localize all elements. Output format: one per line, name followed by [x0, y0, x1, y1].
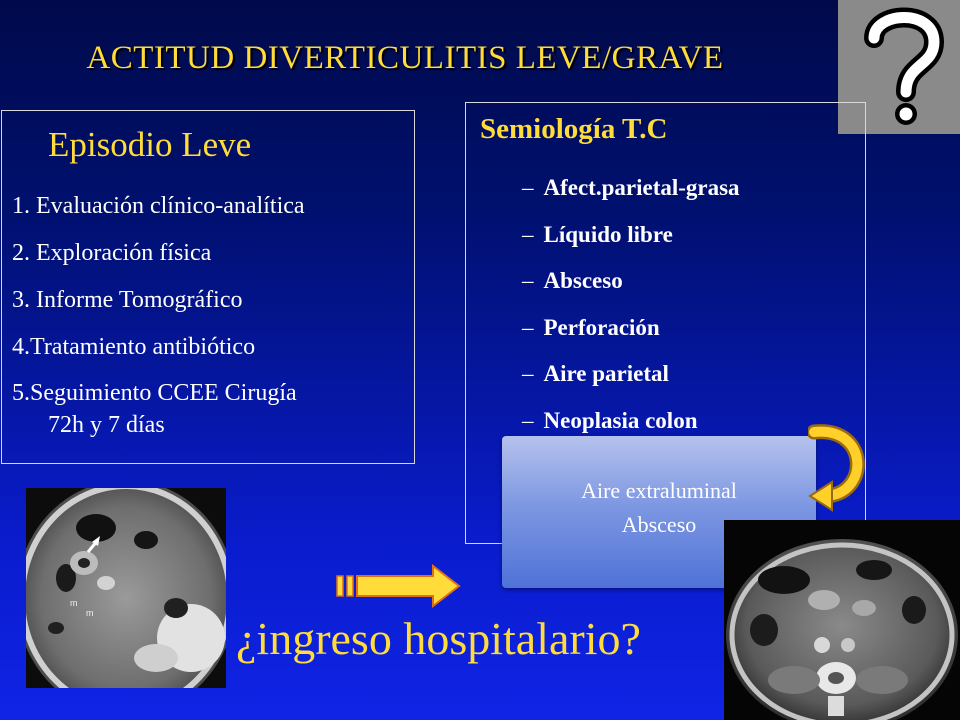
dash: –	[522, 175, 534, 200]
list-item: 2. Exploración física	[12, 240, 212, 266]
list-item	[522, 305, 740, 352]
dash: –	[522, 314, 534, 340]
list-item-label: Aire parietal	[543, 361, 669, 386]
list-item-label: Neoplasia colon	[543, 407, 698, 433]
ct-marker: m	[86, 608, 94, 618]
dash: –	[522, 268, 534, 293]
list-item	[522, 165, 740, 212]
dash: –	[522, 221, 534, 247]
list-item-label: Líquido libre	[543, 221, 673, 247]
list-item-label: Absceso	[543, 268, 623, 293]
list-item	[522, 351, 740, 398]
list-item	[12, 371, 305, 441]
list-item: 1. Evaluación clínico-analítica	[12, 193, 305, 219]
dash: –	[522, 361, 534, 386]
list-item-continuation: 72h y 7 días	[48, 412, 165, 438]
list-item-label: Afect.parietal-grasa	[543, 175, 740, 200]
callout-line-2: Absceso	[621, 512, 697, 537]
right-arrow-icon	[335, 564, 461, 610]
list-item: 4.Tratamiento antibiótico	[12, 334, 256, 360]
curved-arrow-icon	[808, 424, 868, 514]
mild-episode-heading: Episodio Leve	[48, 125, 252, 164]
slide-title: ACTITUD DIVERTICULITIS LEVE/GRAVE	[86, 40, 724, 76]
ct-semiology-list	[522, 165, 740, 444]
list-item	[522, 212, 740, 259]
ct-scan-mild-image	[26, 488, 226, 688]
ct-semiology-heading: Semiología T.C	[480, 113, 668, 145]
dash: –	[522, 407, 534, 433]
list-item-line: 5.Seguimiento CCEE Cirugía	[12, 380, 297, 406]
list-item	[522, 258, 740, 305]
ct-marker: m	[70, 598, 78, 608]
ct-scan-severe-image	[724, 520, 960, 720]
mild-episode-list	[12, 183, 305, 441]
list-item-label: Perforación	[543, 314, 660, 340]
hospital-admission-question: ¿ingreso hospitalario?	[236, 613, 641, 664]
mild-episode-panel	[1, 110, 415, 464]
list-item: 3. Informe Tomográfico	[12, 287, 243, 313]
callout-line-1: Aire extraluminal	[581, 478, 737, 503]
